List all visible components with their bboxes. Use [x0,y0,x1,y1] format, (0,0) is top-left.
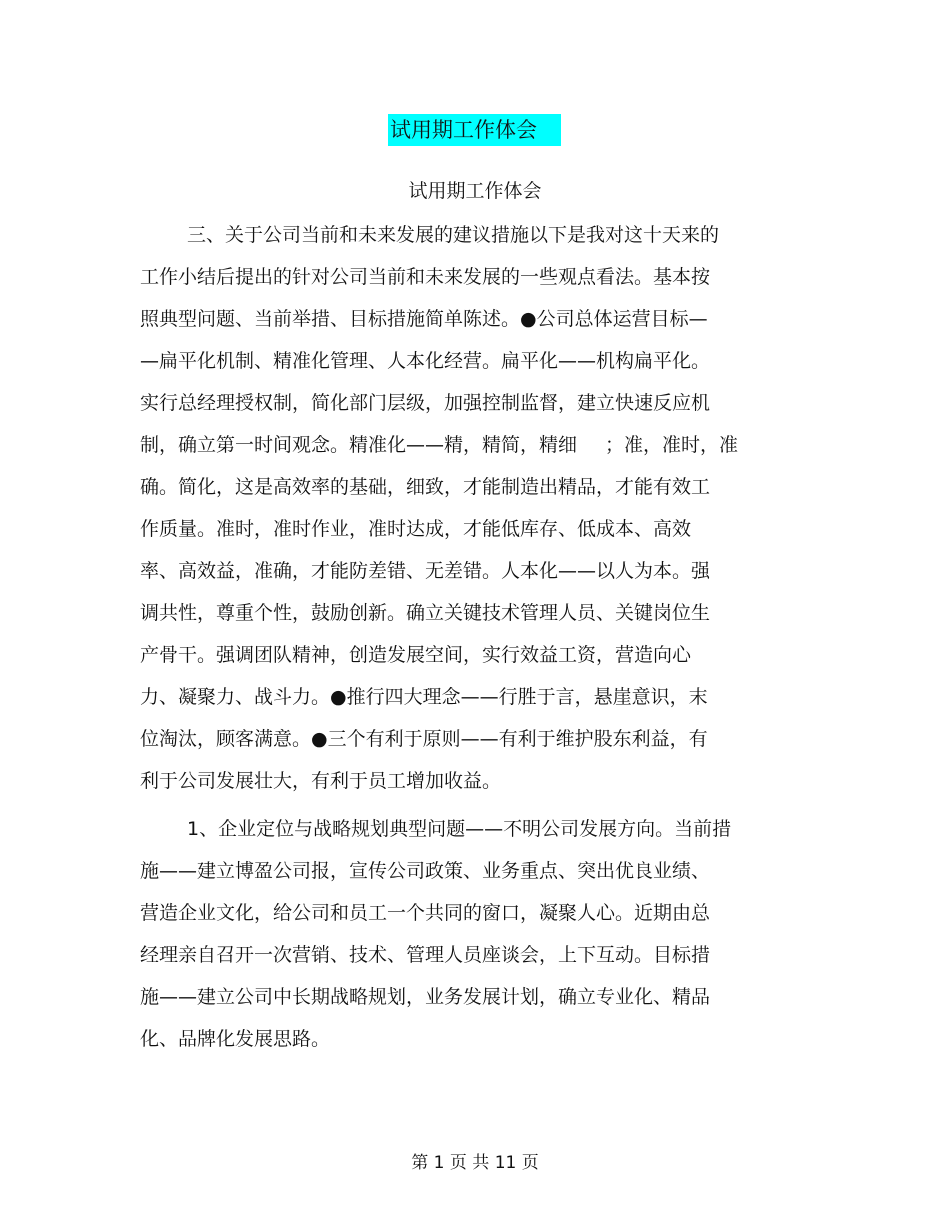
paragraph-line: 实行总经理授权制，简化部门层级，加强控制监督，建立快速反应机 [140,392,711,414]
paragraph-line-part: 制，确立第一时间观念。精准化——精，精简，精细 [140,434,578,456]
paragraph-line: 率、高效益，准确，才能防差错、无差错。人本化——以人为本。强 [140,560,711,582]
paragraph-line: 调共性，尊重个性，鼓励创新。确立关键技术管理人员、关键岗位生 [140,602,711,624]
paragraph-line: 产骨干。强调团队精神，创造发展空间，实行效益工资，营造向心 [140,644,692,666]
paragraph-line: 营造企业文化，给公司和员工一个共同的窗口，凝聚人心。近期由总 [140,902,711,924]
paragraph-line: 作质量。准时，准时作业，准时达成，才能低库存、低成本、高效 [140,518,692,540]
paragraph-line: 照典型问题、当前举措、目标措施简单陈述。●公司总体运营目标— [140,308,708,330]
paragraph-line [140,431,738,459]
paragraph-line: 力、凝聚力、战斗力。●推行四大理念——行胜于言，悬崖意识，末 [140,686,708,708]
paragraph-line: 化、品牌化发展思路。 [140,1028,331,1050]
paragraph-line: 施——建立公司中长期战略规划，业务发展计划，确立专业化、精品 [140,986,711,1008]
document-title: 试用期工作体会 [388,114,561,146]
paragraph-line: —扁平化机制、精准化管理、人本化经营。扁平化——机构扁平化。 [140,350,711,372]
paragraph-line: 经理亲自召开一次营销、技术、管理人员座谈会，上下互动。目标措 [140,944,711,966]
paragraph-line: 三、关于公司当前和未来发展的建议措施以下是我对这十天来的 [187,224,720,246]
paragraph-line: 1、企业定位与战略规划典型问题——不明公司发展方向。当前措 [187,818,732,840]
paragraph-line-part: ；准，准时，准 [605,434,739,456]
paragraph-line: 利于公司发展壮大，有利于员工增加收益。 [140,770,502,792]
paragraph-line: 工作小结后提出的针对公司当前和未来发展的一些观点看法。基本按 [140,266,711,288]
paragraph-line: 位淘汰，顾客满意。●三个有利于原则——有利于维护股东利益，有 [140,728,708,750]
paragraph-line: 确。简化，这是高效率的基础，细致，才能制造出精品，才能有效工 [140,476,711,498]
document-subtitle: 试用期工作体会 [408,180,542,202]
page-number-footer: 第 1 页 共 11 页 [411,1153,539,1173]
paragraph-line: 施——建立博盈公司报，宣传公司政策、业务重点、突出优良业绩、 [140,860,711,882]
